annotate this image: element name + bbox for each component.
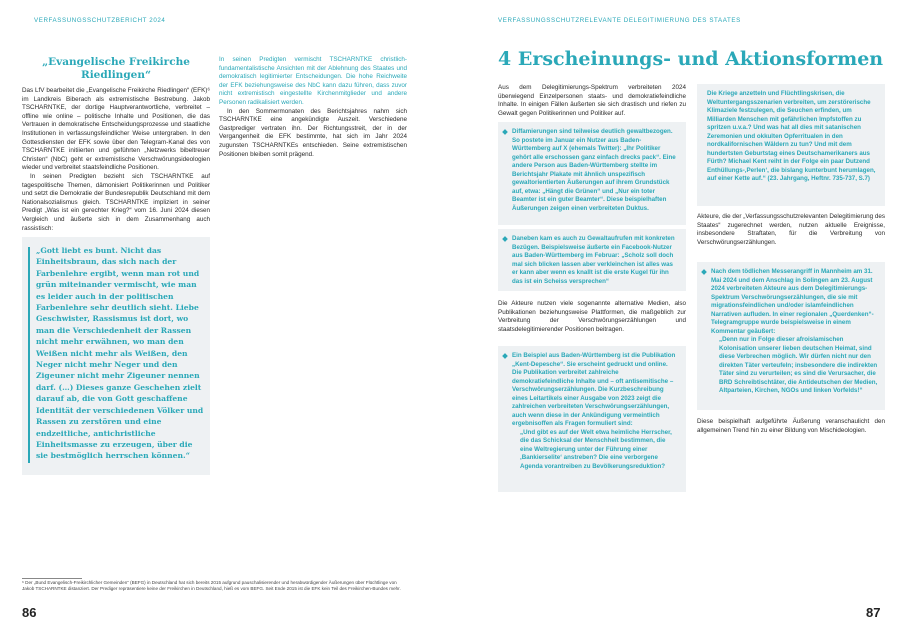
diamond-bullet-icon [502,236,508,242]
chapter-title: 4 Erscheinungs- und Aktionsformen [498,48,884,70]
intro-paragraph: Aus dem Delegitimierungs-Spektrum verbreiteten 2024 überwiegend Einzelpersonen staats- und demokratiefeindliche Inhalte. In einigen Fällen äußerten sie sich drastisch und riefen zu Gewalt gegen Politikerinnen und Politiker auf. [498,84,686,117]
left-teal-paragraph: In seinen Predigten vermischt TSCHARNTKE christlich-fundamentalistische Ansichten mit der Ablehnung des Staates und demokratisch legitimierter Entscheidungen. Die hohe Reichweite der EFK beziehungsweise des NbC kann dazu führen, dass zuvor nicht extremistisch eingestellte Kirchenmitglieder und andere Personen radikalisiert werden. [219,56,407,106]
closing-paragraph: Diese beispielhaft aufgeführte Äußerung veranschaulicht den allgemeinen Trend hin zu einer Bildung von Mischideologien. [697,418,885,434]
bullet-3-quote: „Und gibt es auf der Welt etwa heimliche Herrscher, die das Schicksal der Menschheit bestimmen, die eine Weltregierung unter der Führung einer ‚Bankierselite‘ anstreben? Die eine verborgene Agenda vorantreiben zu Bevölkerungsreduktion? [520,428,672,470]
bullet-box-1 [498,122,686,225]
bullet-1-text: Diffamierungen sind teilweise deutlich gewaltbezogen. So postete im Januar ein Nutzer aus Baden-Württemberg auf X (ehemals Twitter): „Ihr Politiker gehört alle erschossen ganz einfach drecks pack“. Eine andere Person aus Baden-Württemberg stellte im Berichtsjahr Plakate mit ähnlich unspezifisch gewaltorientierten Äußerungen auf ihrem Grundstück auf, etwa: „Hängt die Grünen“ und „Nur ein toter Beamter ist ein guter Beamter“. Diese beispielhaften Äußerungen zeigen einen verbreiteten Duktus. [512,128,676,212]
footnote: ⁶ Der „Bund Evangelisch-Freikirchlicher Gemeinden“ (BEFG) in Deutschland hat sich bereits 2015 aufgrund pauschalisierender und herabwürdigender Äußerungen über Flüchtlinge von Jakob TSCHARNTKE distanziert. Der Prediger repräsentiere keine der Freikirchen in Deutschland, hieß es vom BEFG. Seit Ende 2015 ist die EFK kein Teil des Freikirchen-Bundes mehr. [22,580,401,591]
bullet-3-text: Ein Beispiel aus Baden-Württemberg ist die Publikation „Kent-Depesche“. Sie erscheint gedruckt und online. Die Publikation verbreitet zahlreiche demokratiefeindliche Inhalte und – oft antisemitische – Verschwörungserzählungen. Die Kurzbeschreibung eines Leitartikels einer Ausgabe von 2023 zeigt die zahlreichen verbreiteten Verschwörungserzählungen, auch wenn diese in der Ankündigung vermeintlich ergebnisoffen als Fragen formuliert sind: [512,352,676,427]
left-paragraph-3: In den Sommermonaten des Berichtsjahres nahm sich TSCHARNTKE eine angekündigte Auszeit. Verschiedene Gastprediger vertraten ihn. Der Richtungsstreit, der in der Vergangenheit die EFK bestimmte, hat sich im Jahr 2024 zugunsten TSCHARNTKEs entschieden. Seine extremistischen Positionen bleiben somit prägend. [219,107,407,158]
running-head-left: VERFASSUNGSSCHUTZBERICHT 2024 [34,17,166,24]
bullet-box-3 [498,346,686,492]
diamond-bullet-icon [502,129,508,135]
diamond-bullet-icon [502,353,508,359]
left-column-1 [22,56,210,233]
middle-paragraph: Die Akteure nutzen viele sogenannte alternative Medien, also Publikationen beziehungsweise Plattformen, die maßgeblich zur Verbreitung der Verschwörungserzählungen und staatsdelegitimierender Positionen beitragen. [498,300,686,333]
left-column-2 [219,56,407,159]
section-title: „Evangelische Freikirche Riedlingen“ [42,56,190,81]
diamond-bullet-icon [701,269,707,275]
bullet-box-2 [498,229,686,291]
right-page [450,0,900,636]
bullet-4-quote: „Denn nur in Folge dieser afroislamischen Kolonisation unserer lieben deutschen Heimat, sind diese Verbrechen möglich. Wir dürfen nicht nur den direkten Täter verteufeln; insbesondere die indirekten Täter sind zu verurteilen; es sind die Verursacher, die BRD Schreibtischtäter, die Antideutschen der Medien, Altparteien, Kirchen, NGOs und linken Vorfelds!“ [719,336,878,394]
quote-bar [28,247,30,463]
tscharntke-quote-box [22,237,210,475]
left-paragraph-1: Das LfV bearbeitet die „Evangelische Freikirche Riedlingen“ (EFK)⁶ im Landkreis Biberach als extremistische Bestrebung. Jakob TSCHARNTKE, der dortige Hauptverantwortliche, verbreitet – offline wie online – politische Inhalte und Positionen, die das Vertrauen in demokratische Entscheidungsprozesse und staatliche Institutionen in verfassungsfeindlicher Weise untergraben. In den Gottesdiensten der EFK sowie über den Telegram-Kanal des von TSCHARNTKE initiierten und geführten „Netzwerks bibeltreuer Christen“ (NbC) geht er extremistische Verschwörungsideologien wieder und verbreitet staatsfeindliche Positionen. [22,87,210,172]
kent-quote-text: Die Kriege anzetteln und Flüchtlingskrisen, die Weltuntergangsszenarien verbreiten, um zerstörerische Klimaziele festzulegen, die Seuchen erfinden, um Milliarden Menschen mit gefährlichen Impfstoffen zu spritzen u.v.a.? Und was hat all dies mit satanischen Zeremonien und okkulten Opferritualen in den nordkalifornischen Wäldern zu tun? Und mit dem hundertsten Geburtstag eines Deutschamerikaners aus Fürth? Michael Kent reiht in der Folge ein paar Dutzend Enthüllungs-‚Perlen‘, die bislang kunterbunt herumlagen, auf einer Kette auf.“ (23. Jahrgang, Heftnr. 735-737, S.7) [707,90,876,182]
page-number-right: 87 [866,605,881,620]
page-number-left: 86 [22,605,37,620]
kent-quote-box [697,84,885,206]
footnote-rule [22,578,82,579]
bullet-2-text: Daneben kam es auch zu Gewaltaufrufen mit konkreten Bezügen. Beispielsweise äußerte ein Facebook-Nutzer aus Baden-Württemberg im Februar: „Scholz soll doch mal sich blicken lassen aber verkleinchen ist alles was er kann aber wenn es knallt ist die erste Kugel für ihn das ist ein Scheiss versprechen“ [512,235,675,285]
running-head-right: VERFASSUNGSSCHUTZRELEVANTE DELEGITIMIERUNG DES STAATES [498,17,741,24]
bullet-4-text: Nach dem tödlichen Messerangriff in Mannheim am 31. Mai 2024 und dem Anschlag in Solingen am 23. August 2024 verbreiteten Akteure aus dem Delegitimierungs-Spektrum Verschwörungserzählungen, die sie mit migrationsfeindlichen und/oder islamfeindlichen Narrativen aufluden. In einer regionalen „Querdenken“-Telegramgruppe wurde beispielsweise in einem Kommentar geäußert: [711,268,874,335]
tscharntke-quote: „Gott liebt es bunt. Nicht das Einheitsbraun, das sich nach der Farbenlehre ergibt, wenn man rot und grün miteinander vermischt, wie man es leider auch in der politischen Farbenlehre sehr deutlich sieht. Liebe Geschwister, Rassismus ist dort, wo man die Verschiedenheit der Rassen nicht mehr erwähnen, wo man den Weißen nicht mehr als Weißen, den Neger nicht mehr Neger und den Zigeuner nicht mehr Zigeuner nennen darf. (…) Dieses ganze Geschehen zielt darauf ab, die von Gott geschaffene Identität der verschiedenen Völker und Rassen zu zerstören und eine endzeitliche, antichristliche Einheitsmasse zu erzeugen, über die sie bestmöglich herrschen können.“ [36,246,204,461]
right-column-1 [498,84,686,118]
right-paragraph: Akteure, die der „Verfassungsschutzrelevanten Delegitimierung des Staates“ zugerechnet werden, nutzen aktuelle Ereignisse, insbesondere Straftaten, für die Verbreitung von Verschwörungserzählungen. [697,213,885,246]
bullet-box-4 [697,262,885,410]
left-paragraph-2: In seinen Predigten bezieht sich TSCHARNTKE auf tagespolitische Themen, dämonisiert Politikerinnen und Politiker und setzt die Demokratie der Bundesrepublik Deutschland mit dem Nationalsozialismus gleich. TSCHARNTKE impliziert in seiner Predigt „Was ist ein gerechter Krieg?“ vom 16. Juni 2024 diesen Vergleich und äußerte sich in dem Zusammenhang auch rassistisch: [22,172,210,232]
